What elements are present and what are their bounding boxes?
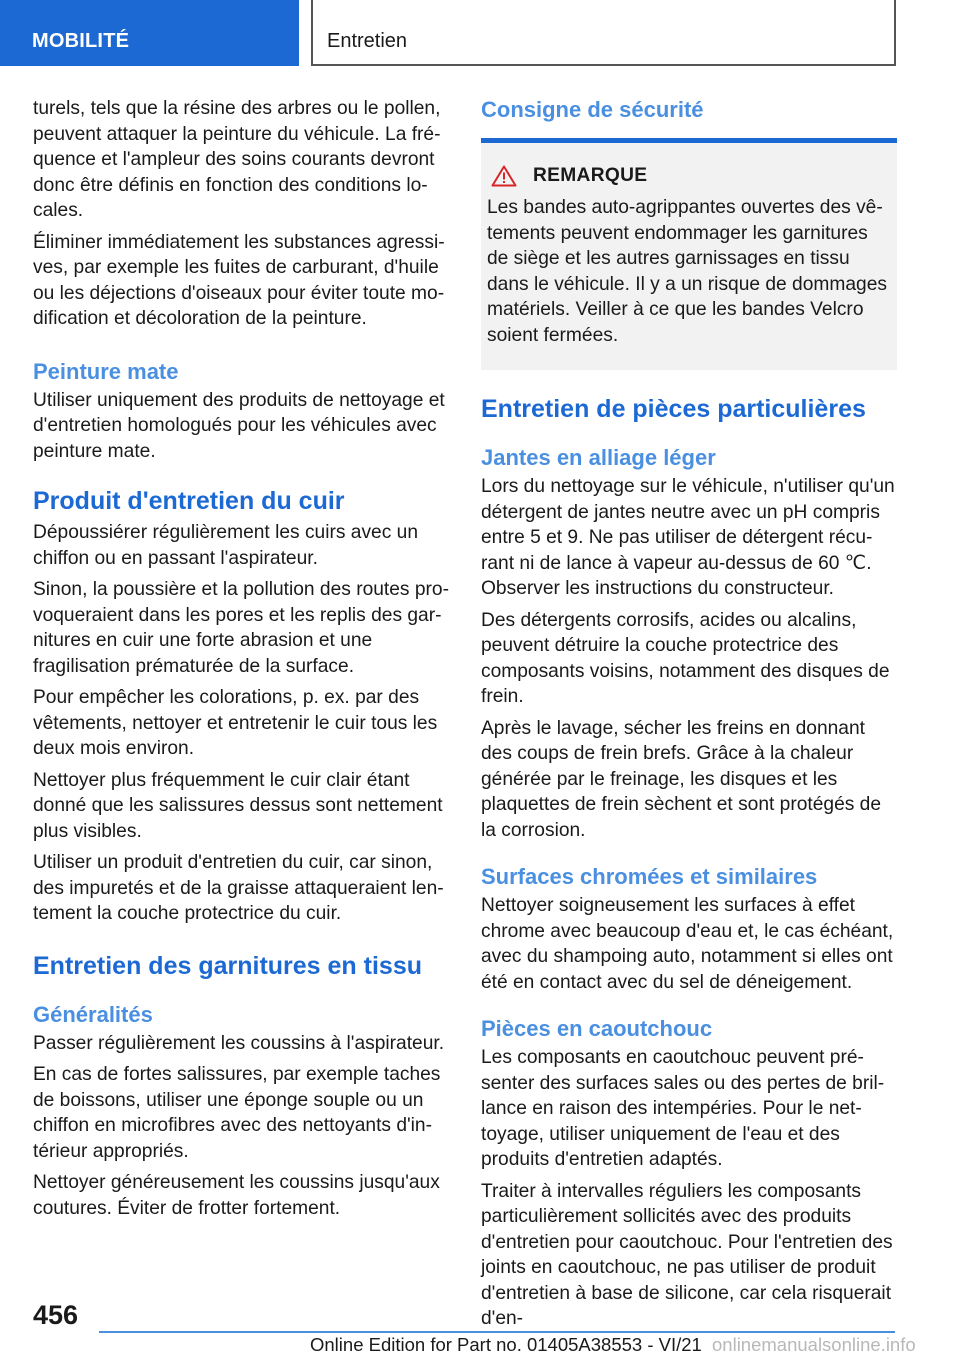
heading-special-parts: Entretien de pièces particulières [481,395,866,423]
subheading-general: Généralités [33,1001,153,1027]
paragraph: Pour empêcher les colorations, p. ex. par des vêtements, nettoyer et entretenir le cuir tous les deux mois environ. [33,687,438,759]
subheading-rubber-parts: Pièces en caoutchouc [481,1016,713,1041]
paragraph: Après le lavage, sécher les freins en donnant des coups de frein brefs. Grâce à la chaleur générée par le freinage, les disques et les plaquettes de frein sèchent et sont protégés de la corrosion. [481,717,882,841]
paragraph: Éliminer immédiatement les substances agressives, par exemple les fuites de carburant, d'huile ou les déjections d'oiseaux pour éviter toute modification et décoloration de la peinture. [33,231,445,329]
section-tab: MOBILITÉ [0,0,299,66]
paragraph: Les composants en caoutchouc peuvent présenter des surfaces sales ou des pertes de brillance en raison des intempéries. Pour le nettoyage, utiliser uniquement de l'eau et des produits d'entretien adaptés. [481,1047,885,1170]
paragraph: Traiter à intervalles réguliers les composants particulièrement sollicités avec des produits d'entretien pour caoutchouc. Pour l'entretien des joints en caoutchouc, ne pas utiliser de produit d'entretien à base de silicone, car cela risquerait d'en- [481,1180,893,1329]
subheading-chrome-surfaces: Surfaces chromées et similaires [481,864,818,889]
paragraph: Lors du nettoyage sur le véhicule, n'utiliser qu'un détergent de jantes neutre avec un pH compris entre 5 et 9. Ne pas utiliser de détergent récurant ni de lance à vapeur au-dessus de 60 ℃. Observer les instructions du constructeur. [481,476,895,599]
watermark: onlinemanualsonline.info [712,1334,916,1355]
note-text: Les bandes auto-agrippantes ouvertes des vêtements peuvent endommager les garnitures de siège et les autres garnissages en tissu dans le véhicule. Il y a un risque de dommages matériels. Veiller à ce que les bandes Velcro soient fermées. [487,197,887,346]
paragraph: Dépoussiérer régulièrement les cuirs avec un chiffon ou en passant l'aspirateur. [33,522,418,569]
paragraph: turels, tels que la résine des arbres ou le pollen, peuvent attaquer la peinture du véhicule. La fréquence et l'ampleur des soins courants devront donc être définis en fonction des conditions locales. [33,98,441,221]
paragraph: En cas de fortes salissures, par exemple taches de boissons, utiliser une éponge souple ou un chiffon en microfibres avec des nettoyants d'intérieur appropriés. [33,1064,441,1162]
paragraph: Passer régulièrement les coussins à l'aspirateur. [33,1032,445,1054]
paragraph: Sinon, la poussière et la pollution des routes provoqueraient dans les pores et les replis des garnitures en cuir une forte abrasion et une fragilisation prématurée de la surface. [33,579,449,677]
note-header [487,165,891,187]
heading-leather-care: Produit d'entretien du cuir [33,487,345,515]
paragraph: Utiliser un produit d'entretien du cuir, car sinon, des impuretés et de la graisse attaqueraient lentement la couche protectrice du cuir. [33,852,444,924]
footer-rule [99,1331,895,1333]
right-column [481,96,897,1338]
note-box [481,143,897,370]
heading-fabric-care: Entretien des garnitures en tissu [33,951,422,980]
paragraph: Nettoyer soigneusement les surfaces à effet chrome avec beaucoup d'eau et, le cas échéant, avec du shampoing auto, notamment si elles ont été en contact avec du sel de déneigement. [481,895,894,993]
paragraph: Nettoyer généreusement les coussins jusqu'aux coutures. Éviter de frotter fortement. [33,1172,440,1219]
warning-triangle-icon [491,165,517,187]
chapter-title: Entretien [311,0,896,66]
heading-safety-notice: Consigne de sécurité [481,97,704,122]
paragraph: Des détergents corrosifs, acides ou alcalins, peuvent détruire la couche protectrice des composants voisins, notamment des disques de frein. [481,609,890,707]
subheading-matte-paint: Peinture mate [33,358,179,384]
page-number: 456 [33,1300,79,1330]
paragraph: Nettoyer plus fréquemment le cuir clair étant donné que les salissures dessus sont nettement plus visibles. [33,769,443,842]
paragraph: Utiliser uniquement des produits de nettoyage et d'entretien homologués pour les véhicules avec peinture mate. [33,389,445,462]
note-title: REMARQUE [533,165,648,186]
page-header [0,0,960,66]
subheading-alloy-wheels: Jantes en alliage léger [481,445,716,470]
edition-text: Online Edition for Part no. 01405A38553 - VI/21 [310,1334,702,1355]
left-column [33,96,449,1227]
